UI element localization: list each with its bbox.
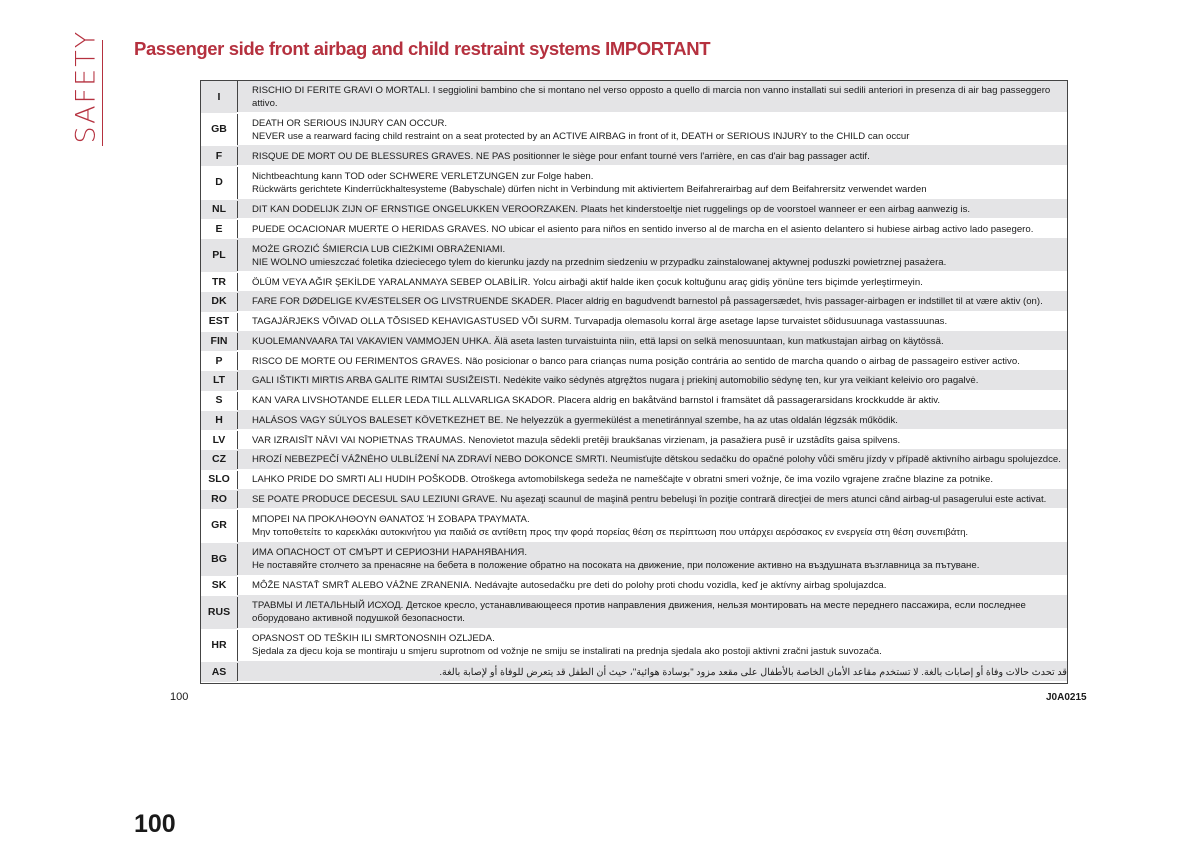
warning-text: [238, 543, 1068, 576]
warning-text: [238, 629, 1068, 662]
language-code: SK: [201, 576, 238, 596]
language-code: LT: [201, 371, 238, 391]
table-row: [201, 543, 1067, 576]
language-code: SLO: [201, 470, 238, 490]
warning-line: TAGAJÄRJEKS VÕIVAD OLLA TÕSISED KEHAVIGASTUSED VÕI SURM. Turvapadja olemasolu korral ärge asetage lapse turvaistet sõidusuunaga vastassuunas.: [252, 316, 948, 328]
language-code: AS: [201, 662, 238, 682]
warning-line: оборудовано активной подушкой безопасности.: [252, 613, 465, 625]
warning-line: NEVER use a rearward facing child restraint on a seat protected by an ACTIVE AIRBAG in front of it, DEATH or SERIOUS INJURY to the CHILD can occur: [252, 130, 910, 142]
table-row: [201, 490, 1067, 510]
warning-line: RISQUE DE MORT OU DE BLESSURES GRAVES. NE PAS positionner le siège pour enfant tourné vers l'arrière, en cas d'air bag passager actif.: [252, 150, 870, 162]
table-row: [201, 146, 1067, 166]
warning-line: VAR IZRAISĪT NĀVI VAI NOPIETNAS TRAUMAS. Nenovietot mazuļa sēdekli pretēji braukšanas virzienam, ja pasažiera pusē ir uzstādīts gaisa spilvens.: [252, 434, 901, 446]
warning-line: RISCO DE MORTE OU FERIMENTOS GRAVES. Não posicionar o banco para crianças numa posição contrária ao sentido de marcha quando o airbag de passageiro estiver activo.: [252, 355, 1020, 367]
warning-line: NIE WOLNO umieszczać foletika dzieciecego tylem do kierunku jazdy na przednim siedzeniu w przypadku zainstalowanej aktywnej poduszki powietrznej pasażera.: [252, 256, 947, 268]
warning-line: Nichtbeachtung kann TOD oder SCHWERE VERLETZUNGEN zur Folge haben.: [252, 170, 594, 182]
warning-text: [238, 470, 1068, 490]
table-row: [201, 332, 1067, 352]
table-row: [201, 292, 1067, 312]
figure-page-number: 100: [170, 691, 189, 703]
warning-text: [238, 166, 1068, 199]
warning-text: [238, 450, 1068, 470]
table-row: [201, 200, 1067, 220]
warning-text: [238, 596, 1068, 629]
language-code: CZ: [201, 450, 238, 470]
warning-text: [238, 430, 1068, 450]
table-row: [201, 113, 1067, 146]
language-code: BG: [201, 543, 238, 576]
page-number: 100: [134, 810, 176, 838]
warning-line: ИМА ОПАСНОСТ ОТ СМЪРТ И СЕРИОЗНИ НАРАНЯВАНИЯ.: [252, 547, 528, 559]
warning-text: [238, 351, 1068, 371]
warning-text: [238, 272, 1068, 292]
language-code: LV: [201, 430, 238, 450]
warning-line: ТРАВМЫ И ЛЕТАЛЬНЫЙ ИСХОД. Детское кресло, устанавливающееся против направления движения, нельзя монтировать на месте переднего пассажира, если последнее: [252, 600, 1026, 612]
warning-text: [238, 312, 1068, 332]
warning-text: [238, 239, 1068, 272]
warning-text: [238, 411, 1068, 431]
warning-line: SE POATE PRODUCE DECESUL SAU LEZIUNI GRAVE. Nu aşezaţi scaunul de maşină pentru bebeluşi în poziţie contrară direcţiei de mers atunci când airbag-ul pasagerului este activat.: [252, 493, 1047, 505]
language-code: S: [201, 391, 238, 411]
language-code: P: [201, 351, 238, 371]
warning-text: [238, 509, 1068, 542]
warning-text: [238, 81, 1068, 113]
table-row: [201, 596, 1067, 629]
table-row: [201, 430, 1067, 450]
warning-text: [238, 391, 1068, 411]
warning-line: قد تحدث حالات وفاة أو إصابات بالغة. لا تستخدم مقاعد الأمان الخاصة بالأطفال على مقعد مزود "بوسادة هوائية"، حيث أن الطفل قد يتعرض للوفاة أو لإصابة بالغة.: [439, 666, 1067, 678]
table-row: [201, 629, 1067, 662]
warning-line: Sjedala za djecu koja se montiraju u smjeru suprotnom od vožnje ne smiju se instalirati na prednja sjedala ako postoji aktivni zračni jastuk suvozača.: [252, 646, 882, 658]
warning-line: PUEDE OCACIONAR MUERTE O HERIDAS GRAVES. NO ubicar el asiento para niños en sentido inverso al de marcha en el asiento delantero si hubiese airbag activo lado pasegero.: [252, 223, 1034, 235]
warning-line: HROZÍ NEBEZPEČÍ VÁŽNÉHO ULBLÍŽENÍ NA ZDRAVÍ NEBO DOKONCE SMRTI. Neumisťujte dětskou sedačku do opačné polohy vůči směru jízdy v případě aktivního airbagu spolujezdce.: [252, 454, 1061, 466]
warning-text: [238, 292, 1068, 312]
table-row: [201, 219, 1067, 239]
language-code: H: [201, 411, 238, 431]
warning-line: Μην τοποθετείτε το καρεκλάκι αυτοκινήτου για παιδιά σε αντίθετη προς την φορά πορείας θέση σε περίπτωση που υπάρχει αερόσακος εν ενεργεία στη θέση συνεπιβάτη.: [252, 526, 969, 538]
language-code: E: [201, 219, 238, 239]
language-code: RUS: [201, 596, 238, 629]
warning-line: OPASNOST OD TEŠKIH ILI SMRTONOSNIH OZLJEDA.: [252, 633, 495, 645]
language-code: PL: [201, 239, 238, 272]
warning-line: Не поставяйте столчето за пренасяне на бебета в положение обратно на посоката на движение, при положение активно на въздушната възглавница за пътуване.: [252, 560, 980, 572]
warning-text: [238, 576, 1068, 596]
warning-text: [238, 490, 1068, 510]
figure-code: J0A0215: [1046, 692, 1087, 703]
warning-line: HALÁSOS VAGY SÚLYOS BALESET KÖVETKEZHET BE. Ne helyezzük a gyermekülést a menetiránnyal szembe, ha az utas oldalán légzsák működik.: [252, 414, 898, 426]
table-row: [201, 509, 1067, 542]
warning-text: [238, 200, 1068, 220]
warning-line: GALI IŠTIKTI MIRTIS ARBA GALITE RIMTAI SUSIŽEISTI. Nedėkite vaiko sėdynės atgręžtos nugara į priekinį automobilio sėdynę ten, kur yra veikiant keleivio oro pagalvė.: [252, 375, 979, 387]
warning-line: ΜΠΟΡΕΙ ΝΑ ΠΡΟΚΛΗΘΟΥΝ ΘΑΝΑΤΟΣ Ή ΣΟΒΑΡΑ ΤΡΑΥΜΑΤΑ.: [252, 513, 530, 525]
table-row: [201, 371, 1067, 391]
table-row: [201, 81, 1067, 113]
warning-line: Rückwärts gerichtete Kinderrückhaltesysteme (Babyschale) dürfen nicht in Verbindung mit aktiviertem Beifahrerairbag auf dem Beifahrersitz verwendet warden: [252, 183, 927, 195]
warning-line: LAHKO PRIDE DO SMRTI ALI HUDIH POŠKODB. Otroškega avtomobilskega sedeža ne nameščajte v obratni smeri vožnje, če ima vozilo vgrajene zračne blazine za potnike.: [252, 474, 993, 486]
warning-line: DIT KAN DODELIJK ZIJN OF ERNSTIGE ONGELUKKEN VEROORZAKEN. Plaats het kinderstoeltje niet ruggelings op de voorstoel wanneer er een airbag aanwezig is.: [252, 203, 971, 215]
warning-table: [201, 81, 1067, 683]
warning-line: KUOLEMANVAARA TAI VAKAVIEN VAMMOJEN UHKA. Älä aseta lasten turvaistuinta niin, että lapsi on selkä menosuuntaan, kun matkustajan airbag on käytössä.: [252, 335, 944, 347]
warning-text: [238, 371, 1068, 391]
language-code: EST: [201, 312, 238, 332]
page-title: Passenger side front airbag and child restraint systems IMPORTANT: [134, 38, 711, 59]
warning-line: MÔŽE NASTAŤ SMRŤ ALEBO VÁŽNE ZRANENIA. Nedávajte autosedačku pre deti do polohy proti chodu vozidla, keď je aktívny airbag spolujazdca.: [252, 580, 887, 592]
table-row: [201, 470, 1067, 490]
airbag-warning-label: [200, 80, 1068, 684]
language-code: HR: [201, 629, 238, 662]
section-tab: [68, 29, 103, 146]
warning-text: [238, 332, 1068, 352]
table-row: [201, 272, 1067, 292]
language-code: FIN: [201, 332, 238, 352]
table-row: [201, 662, 1067, 682]
warning-text: [238, 662, 1068, 682]
table-row: [201, 351, 1067, 371]
language-code: RO: [201, 490, 238, 510]
language-code: GR: [201, 509, 238, 542]
language-code: NL: [201, 200, 238, 220]
language-code: TR: [201, 272, 238, 292]
warning-line: DEATH OR SERIOUS INJURY CAN OCCUR.: [252, 117, 448, 129]
table-row: [201, 576, 1067, 596]
table-row: [201, 450, 1067, 470]
language-code: DK: [201, 292, 238, 312]
language-code: I: [201, 81, 238, 113]
warning-line: ÖLÜM VEYA AĞIR ŞEKİLDE YARALANMAYA SEBEP OLABİLİR. Yolcu airbaği aktif halde iken çocuk koltuğunu araç gidiş yönüne ters biçimde yerleştirmeyin.: [252, 276, 923, 288]
section-tab-label: SAFETY: [70, 29, 102, 144]
warning-line: KAN VARA LIVSHOTANDE ELLER LEDA TILL ALLVARLIGA SKADOR. Placera aldrig en bakåtvänd barnstol i framsätet då passagerarsidans krockkudde är aktiv.: [252, 395, 941, 407]
table-row: [201, 312, 1067, 332]
warning-text: [238, 219, 1068, 239]
table-row: [201, 411, 1067, 431]
language-code: D: [201, 166, 238, 199]
warning-line: RISCHIO DI FERITE GRAVI O MORTALI. I seggiolini bambino che si montano nel verso opposto a quello di marcia non vanno installati sui sedili anteriori in presenza di air bag passeggero attivo.: [252, 84, 1051, 109]
warning-text: [238, 113, 1068, 146]
language-code: F: [201, 146, 238, 166]
table-row: [201, 166, 1067, 199]
table-row: [201, 239, 1067, 272]
warning-line: FARE FOR DØDELIGE KVÆSTELSER OG LIVSTRUENDE SKADER. Placer aldrig en bagudvendt barnestol på passagersædet, hvis passager-airbagen er indstillet til at være aktiv (on).: [252, 296, 1043, 308]
language-code: GB: [201, 113, 238, 146]
warning-text: [238, 146, 1068, 166]
warning-line: MOŻE GROZIĆ ŚMIERCIA LUB CIEŻKIMI OBRAŻENIAMI.: [252, 243, 506, 255]
table-row: [201, 391, 1067, 411]
